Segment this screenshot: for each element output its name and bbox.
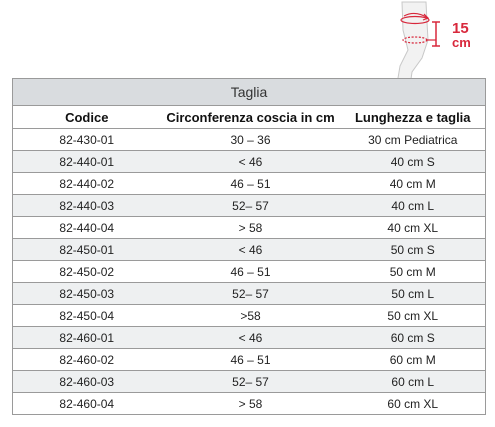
cell-lunghezza: 40 cm S [341, 151, 486, 173]
cell-lunghezza: 30 cm Pediatrica [341, 129, 486, 151]
cell-circonferenza: < 46 [161, 239, 341, 261]
cell-codice: 82-440-01 [13, 151, 161, 173]
cell-codice: 82-450-03 [13, 283, 161, 305]
cell-lunghezza: 60 cm XL [341, 393, 486, 415]
table-title: Taglia [13, 79, 486, 106]
table-row [13, 327, 486, 349]
cell-codice: 82-450-01 [13, 239, 161, 261]
cell-circonferenza: 46 – 51 [161, 261, 341, 283]
cell-circonferenza: >58 [161, 305, 341, 327]
cell-lunghezza: 50 cm M [341, 261, 486, 283]
cell-codice: 82-450-04 [13, 305, 161, 327]
size-table [12, 78, 486, 415]
cell-lunghezza: 50 cm XL [341, 305, 486, 327]
cell-codice: 82-450-02 [13, 261, 161, 283]
cell-circonferenza: 52– 57 [161, 371, 341, 393]
cell-lunghezza: 40 cm XL [341, 217, 486, 239]
table-row [13, 261, 486, 283]
cell-codice: 82-440-04 [13, 217, 161, 239]
measure-number: 15 [452, 20, 469, 37]
cell-codice: 82-440-02 [13, 173, 161, 195]
table-row [13, 195, 486, 217]
cell-lunghezza: 60 cm L [341, 371, 486, 393]
table-row [13, 217, 486, 239]
cell-circonferenza: < 46 [161, 327, 341, 349]
cell-lunghezza: 50 cm S [341, 239, 486, 261]
cell-circonferenza: 46 – 51 [161, 173, 341, 195]
table-row [13, 151, 486, 173]
cell-lunghezza: 40 cm M [341, 173, 486, 195]
table-row [13, 173, 486, 195]
cell-circonferenza: < 46 [161, 151, 341, 173]
table-row [13, 239, 486, 261]
table-row [13, 371, 486, 393]
measure-unit: cm [452, 35, 471, 50]
cell-codice: 82-440-03 [13, 195, 161, 217]
header-circonferenza: Circonferenza coscia in cm [161, 106, 341, 129]
cell-codice: 82-460-01 [13, 327, 161, 349]
table-body [13, 129, 486, 415]
cell-circonferenza: > 58 [161, 393, 341, 415]
measure-label [452, 22, 471, 50]
cell-lunghezza: 40 cm L [341, 195, 486, 217]
cell-circonferenza: 30 – 36 [161, 129, 341, 151]
cell-lunghezza: 60 cm S [341, 327, 486, 349]
cell-lunghezza: 60 cm M [341, 349, 486, 371]
cell-codice: 82-460-02 [13, 349, 161, 371]
cell-circonferenza: > 58 [161, 217, 341, 239]
table-row [13, 305, 486, 327]
table-row [13, 393, 486, 415]
header-lunghezza: Lunghezza e taglia [341, 106, 486, 129]
cell-circonferenza: 52– 57 [161, 283, 341, 305]
table-row [13, 129, 486, 151]
table-row [13, 349, 486, 371]
table-row [13, 283, 486, 305]
cell-codice: 82-430-01 [13, 129, 161, 151]
cell-codice: 82-460-04 [13, 393, 161, 415]
header-codice: Codice [13, 106, 161, 129]
cell-codice: 82-460-03 [13, 371, 161, 393]
cell-circonferenza: 52– 57 [161, 195, 341, 217]
cell-circonferenza: 46 – 51 [161, 349, 341, 371]
cell-lunghezza: 50 cm L [341, 283, 486, 305]
